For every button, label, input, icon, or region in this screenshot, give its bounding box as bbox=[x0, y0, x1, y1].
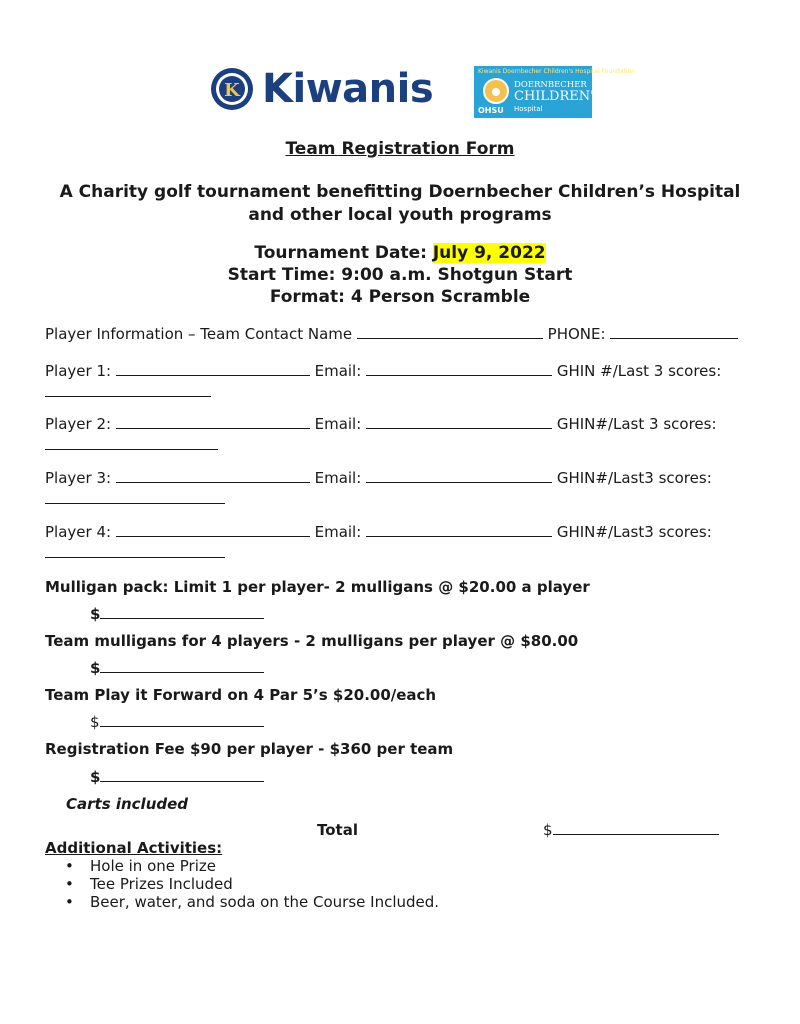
play-forward-label: Team Play it Forward on 4 Par 5’s $20.00/each bbox=[45, 686, 437, 704]
dollar-sign: $ bbox=[90, 768, 101, 786]
email-label: Email: bbox=[314, 469, 362, 487]
bear-icon bbox=[483, 78, 509, 104]
player-label: Player 1: bbox=[45, 362, 112, 380]
player-row bbox=[45, 523, 712, 541]
ghin-label: GHIN #/Last 3 scores: bbox=[556, 362, 722, 380]
activities-heading: Additional Activities: bbox=[45, 839, 223, 857]
list-item: • Tee Prizes Included bbox=[45, 875, 439, 893]
dollar-sign: $ bbox=[90, 659, 101, 677]
player-name-field[interactable] bbox=[116, 416, 310, 429]
tournament-date-value: July 9, 2022 bbox=[432, 243, 546, 263]
ghin-field[interactable] bbox=[45, 384, 211, 397]
mulligan-pack-label: Mulligan pack: Limit 1 per player- 2 mulligans @ $20.00 a player bbox=[45, 578, 590, 596]
activities-list bbox=[45, 857, 439, 911]
registration-fee-label: Registration Fee $90 per player - $360 per team bbox=[45, 740, 454, 758]
team-mulligans-amount bbox=[90, 659, 264, 677]
form-title: Team Registration Form bbox=[285, 139, 515, 159]
logo-tagline: Kiwanis Doernbecher Children's Hospital Foundation bbox=[478, 68, 636, 75]
dollar-sign: $ bbox=[543, 821, 553, 839]
ghin-field[interactable] bbox=[45, 545, 225, 558]
player-row bbox=[45, 362, 721, 380]
ghin-label: GHIN#/Last3 scores: bbox=[556, 523, 712, 541]
player-row bbox=[45, 469, 712, 487]
phone-field[interactable] bbox=[610, 326, 738, 339]
logo-name-line1: DOERNBECHER bbox=[514, 80, 587, 90]
registration-fee-amount bbox=[90, 768, 264, 786]
player-name-field[interactable] bbox=[116, 470, 310, 483]
logo-name-line3: Hospital bbox=[514, 105, 543, 113]
player-name-field[interactable] bbox=[116, 524, 310, 537]
email-field[interactable] bbox=[366, 416, 552, 429]
doernbecher-logo bbox=[474, 66, 636, 118]
email-field[interactable] bbox=[366, 363, 552, 376]
player-name-field[interactable] bbox=[116, 363, 310, 376]
tournament-date-label: Tournament Date: bbox=[254, 243, 433, 263]
email-field[interactable] bbox=[366, 524, 552, 537]
ghin-field[interactable] bbox=[45, 491, 225, 504]
ghin-field[interactable] bbox=[45, 437, 218, 450]
ghin-label: GHIN#/Last 3 scores: bbox=[556, 415, 717, 433]
tournament-format: Format: 4 Person Scramble bbox=[269, 287, 531, 307]
tournament-date bbox=[0, 242, 800, 264]
contact-row bbox=[45, 325, 738, 343]
player-label: Player 3: bbox=[45, 469, 112, 487]
email-label: Email: bbox=[314, 523, 362, 541]
dollar-sign: $ bbox=[90, 605, 101, 623]
email-label: Email: bbox=[314, 415, 362, 433]
player-label: Player 2: bbox=[45, 415, 112, 433]
tournament-info bbox=[0, 242, 800, 308]
email-field[interactable] bbox=[366, 470, 552, 483]
play-forward-field[interactable] bbox=[100, 714, 264, 727]
play-forward-amount bbox=[90, 713, 264, 731]
carts-note: Carts included bbox=[66, 795, 189, 813]
contact-label: Player Information – Team Contact Name bbox=[45, 325, 353, 343]
dollar-sign: $ bbox=[90, 713, 100, 731]
ohsu-label: OHSU bbox=[478, 106, 504, 115]
subtitle-line-1: A Charity golf tournament benefitting Doernbecher Children’s Hospital bbox=[59, 182, 741, 202]
total-label: Total bbox=[317, 821, 358, 839]
kiwanis-emblem-icon bbox=[210, 67, 254, 111]
phone-label: PHONE: bbox=[547, 325, 606, 343]
team-mulligans-label: Team mulligans for 4 players - 2 mulligans per player @ $80.00 bbox=[45, 632, 579, 650]
list-item: • Beer, water, and soda on the Course Included. bbox=[45, 893, 439, 911]
total-amount bbox=[543, 821, 719, 839]
subtitle-line-2: and other local youth programs bbox=[248, 205, 552, 225]
player-label: Player 4: bbox=[45, 523, 112, 541]
form-subtitle bbox=[0, 181, 800, 227]
svg-text:K: K bbox=[224, 80, 240, 101]
total-field[interactable] bbox=[553, 822, 719, 835]
kiwanis-wordmark: Kiwanis bbox=[262, 66, 434, 112]
mulligan-pack-field[interactable] bbox=[100, 606, 264, 619]
kiwanis-logo bbox=[210, 66, 433, 112]
registration-fee-field[interactable] bbox=[100, 769, 264, 782]
mulligan-pack-amount bbox=[90, 605, 264, 623]
email-label: Email: bbox=[314, 362, 362, 380]
logo-name-line2: CHILDREN'S bbox=[514, 89, 603, 104]
team-mulligans-field[interactable] bbox=[100, 660, 264, 673]
list-item: • Hole in one Prize bbox=[45, 857, 439, 875]
ghin-label: GHIN#/Last3 scores: bbox=[556, 469, 712, 487]
player-row bbox=[45, 415, 717, 433]
contact-name-field[interactable] bbox=[357, 326, 543, 339]
start-time: Start Time: 9:00 a.m. Shotgun Start bbox=[227, 265, 573, 285]
